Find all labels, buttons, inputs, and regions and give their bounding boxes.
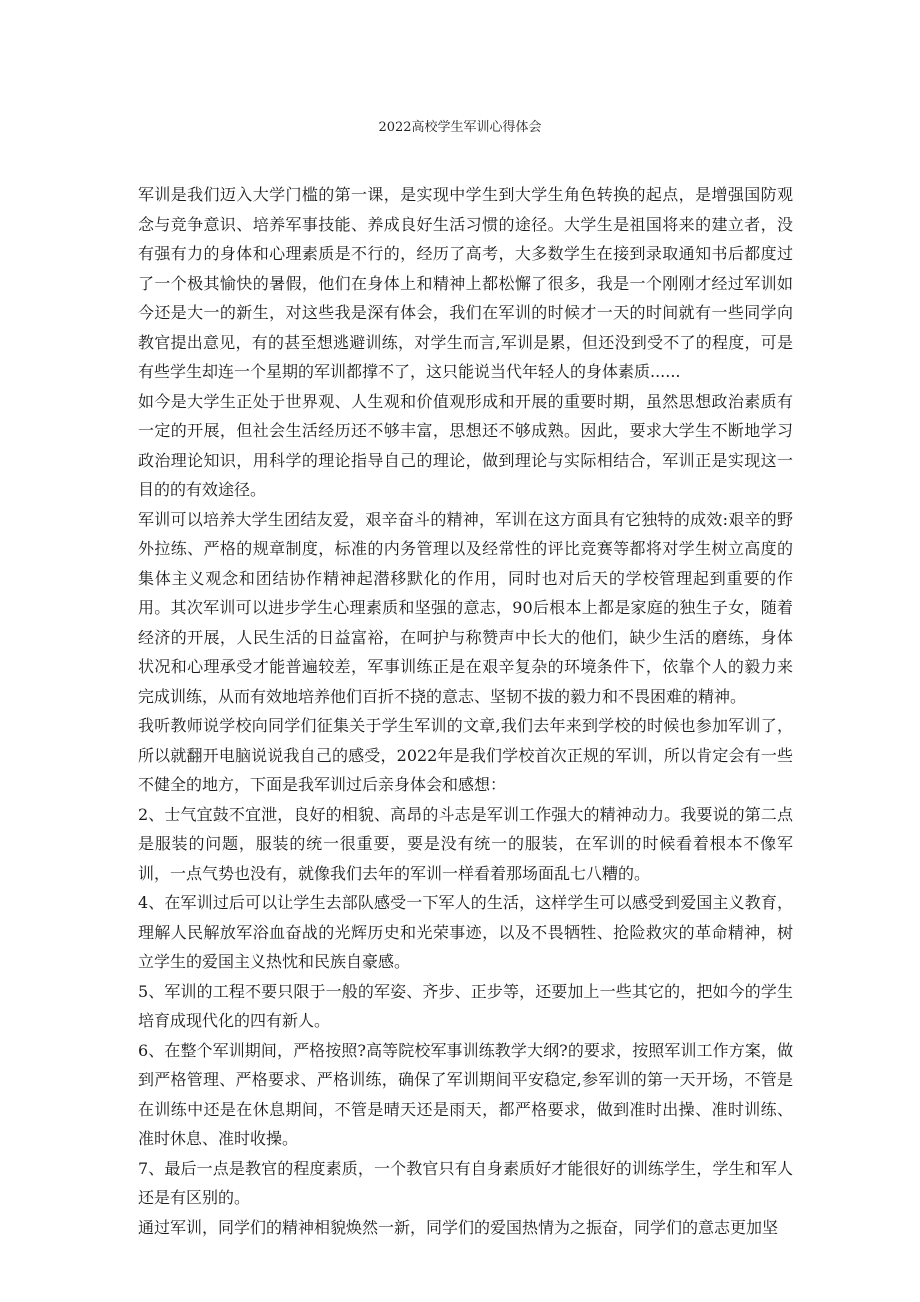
paragraph: 军训可以培养大学生团结友爱，艰辛奋斗的精神，军训在这方面具有它独特的成效:艰辛的野外拉练、严格的规章制度，标准的内务管理以及经常性的评比竞赛等都将对学生树立高度的集体主义观念和团结协作精神起潜移默化的作用，同时也对后天的学校管理起到重要的作用。其次军训可以进步学生心理素质和坚强的意志，90后根本上都是家庭的独生子女，随着经济的开展，人民生活的日益富裕，在呵护与称赞声中长大的他们，缺少生活的磨练，身体状况和心理承受才能普遍较差，军事训练正是在艰辛复杂的环境条件下，依靠个人的毅力来完成训练，从而有效地培养他们百折不挠的意志、坚韧不拔的毅力和不畏困难的精神。 — [138, 509, 793, 706]
paragraph: 如今是大学生正处于世界观、人生观和价值观形成和开展的重要时期，虽然思想政治素质有一定的开展，但社会生活经历还不够丰富，思想还不够成熟。因此，要求大学生不断地学习政治理论知识，用科学的理论指导自己的理论，做到理论与实际相结合，军训正是实现这一目的的有效途径。 — [138, 391, 793, 499]
list-item: 6、在整个军训期间，严格按照?高等院校军事训练教学大纲?的要求，按照军训工作方案，做到严格管理、严格要求、严格训练，确保了军训期间平安稳定,参军训的第一天开场，不管是在训练中还是在休息期间，不管是晴天还是雨天，都严格要求，做到准时出操、准时训练、准时休息、准时收操。 — [138, 1040, 793, 1148]
list-item: 2、士气宜鼓不宜泄，良好的相貌、高昂的斗志是军训工作强大的精神动力。我要说的第二点是服装的问题，服装的统一很重要，要是没有统一的服装，在军训的时候看着根本不像军训，一点气势也没有，就像我们去年的军训一样看着那场面乱七八糟的。 — [138, 804, 793, 883]
paragraph: 通过军训，同学们的精神相貌焕然一新，同学们的爱国热情为之振奋，同学们的意志更加坚 — [138, 1217, 779, 1237]
document-body — [138, 180, 793, 1242]
paragraph: 我听教师说学校向同学们征集关于学生军训的文章,我们去年来到学校的时候也参加军训了，所以就翻开电脑说说我自己的感受，2022年是我们学校首次正规的军训，所以肯定会有一些不健全的地方，下面是我军训过后亲身体会和感想： — [138, 716, 793, 794]
document-title: 2022高校学生军训心得体会 — [378, 120, 542, 135]
paragraph: 军训是我们迈入大学门槛的第一课，是实现中学生到大学生角色转换的起点，是增强国防观念与竞争意识、培养军事技能、养成良好生活习惯的途径。大学生是祖国将来的建立者，没有强有力的身体和心理素质是不行的，经历了高考，大多数学生在接到录取通知书后都度过了一个极其愉快的暑假，他们在身体上和精神上都松懈了很多，我是一个刚刚才经过军训如今还是大一的新生，对这些我是深有体会，我们在军训的时候才一天的时间就有一些同学向教官提出意见，有的甚至想逃避训练，对学生而言,军训是累，但还没到受不了的程度，可是有些学生却连一个星期的军训都撑不了，这只能说当代年轻人的身体素质...... — [138, 185, 793, 381]
list-item: 5、军训的工程不要只限于一般的军姿、齐步、正步等，还要加上一些其它的，把如今的学生培育成现代化的四有新人。 — [138, 981, 793, 1030]
list-item: 7、最后一点是教官的程度素质，一个教官只有自身素质好才能很好的训练学生，学生和军人还是有区别的。 — [138, 1158, 793, 1207]
list-item: 4、在军训过后可以让学生去部队感受一下军人的生活，这样学生可以感受到爱国主义教育，理解人民解放军浴血奋战的光辉历史和光荣事迹，以及不畏牺牲、抢险救灾的革命精神，树立学生的爱国主义热忱和民族自豪感。 — [138, 893, 793, 971]
